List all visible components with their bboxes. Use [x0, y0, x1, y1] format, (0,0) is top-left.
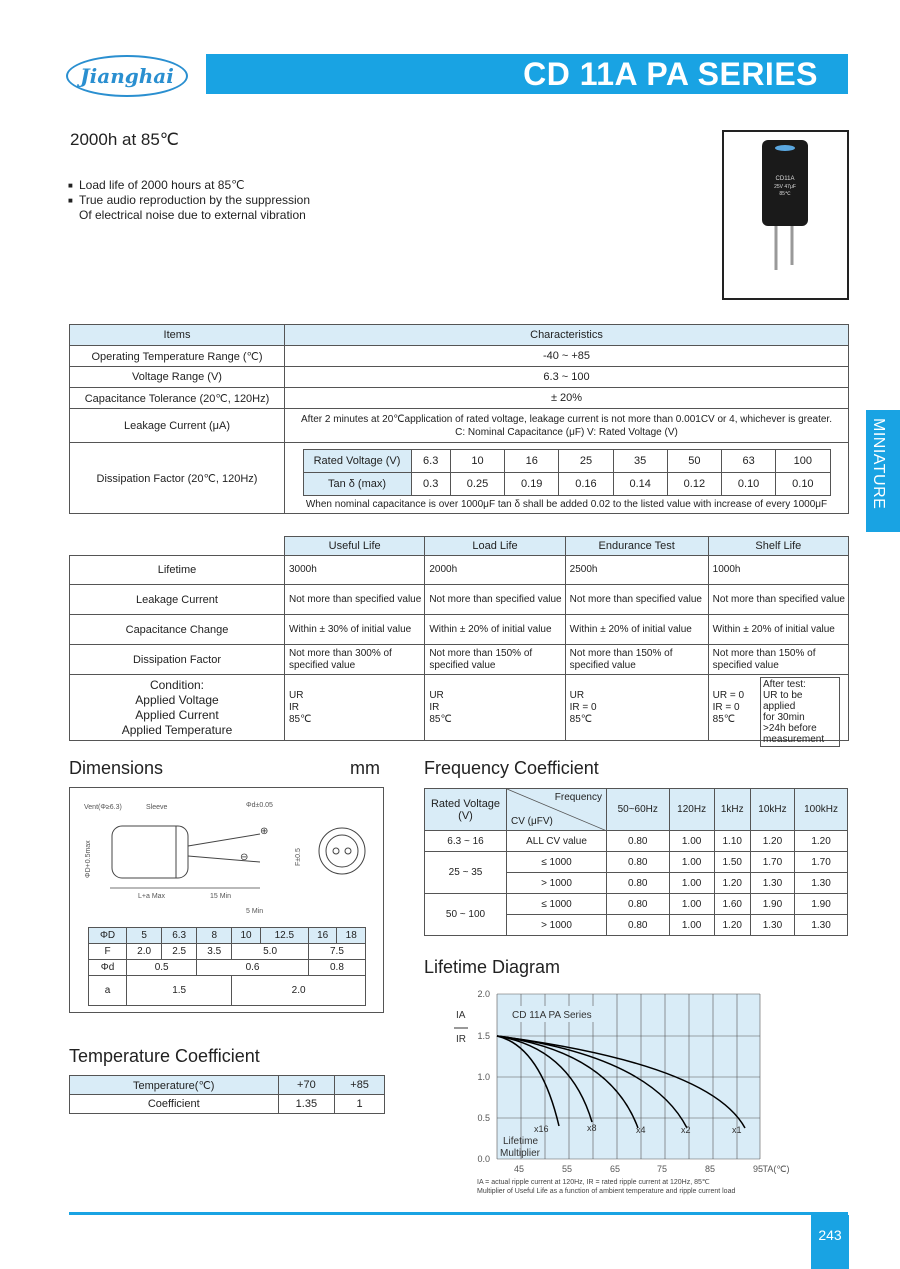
temp-coef-title: Temperature Coefficient [69, 1046, 260, 1066]
lifetime-diagram-title: Lifetime Diagram [424, 957, 561, 977]
page-number: 243 [811, 1215, 849, 1269]
dimension-table: ΦD 5 6.3 8 10 12.5 16 18 F 2.0 2.5 3.5 5.0 7.5 Φd 0.5 0.6 0.8 a 1.5 2.0 [88, 927, 366, 1006]
feature-item: ■ Load life of 2000 hours at 85℃ [68, 178, 245, 192]
dimensions-unit: mm [350, 758, 380, 778]
svg-text:F±0.5: F±0.5 [295, 848, 302, 866]
diagram-note: IA = actual ripple current at 120Hz, IR = rated ripple current at 120Hz, 85℃ Multiplier of Useful Life as a function of ambient temperature and ripple current load [477, 1179, 736, 1195]
ir-label: IR [456, 1034, 466, 1045]
feature-list [68, 178, 310, 223]
lifetime-diagram [450, 986, 790, 1186]
svg-text:x2: x2 [681, 1125, 691, 1135]
svg-text:55: 55 [561, 1164, 573, 1174]
bullet-icon: ■ [68, 181, 73, 190]
table-row: 50 ~ 100 ≤ 1000 0.80 1.00 1.60 1.90 1.90 [425, 894, 848, 915]
table-row: Dissipation Factor Not more than 300% of specified value Not more than 150% of specified value Not more than 150% of specified value Not more than 150% of specified value [70, 645, 849, 675]
table-row: Dissipation Factor (20℃, 120Hz) Rated Voltage (V) 6.3 10 16 25 35 50 63 100 Tan δ (max) 0.3 0.25 0.19 0.16 0.14 0.12 0.10 0.10 When nominal capacitance is over 1000μF tan δ shall be added 0.02 to the listed value with increase of every 1000μF [70, 443, 849, 514]
freq-coef-title: Frequency Coefficient [424, 758, 599, 778]
svg-text:Multiplier: Multiplier [500, 1148, 541, 1159]
svg-text:1.0: 1.0 [477, 1072, 490, 1082]
svg-text:0.0: 0.0 [477, 1154, 490, 1164]
table-row: Condition: Applied Voltage Applied Current Applied Temperature UR IR 85℃ UR IR 85℃ UR IR = 0 85℃ UR = 0 IR = 0 85℃ After test: UR to be applied for 30min >24h before measurement [70, 675, 849, 741]
subtitle: 2000h at 85℃ [70, 130, 179, 149]
svg-text:x1: x1 [732, 1125, 742, 1135]
x-ticks [514, 1164, 763, 1174]
spec-table: Items Characteristics Operating Temperature Range (℃) -40 ~ +85 Voltage Range (V) 6.3 ~ 100 Capacitance Tolerance (20℃, 120Hz) ± 20% Leakage Current (μA) After 2 minutes at 20℃application of rated voltage, leakage current is not more than 0.001CV or 4, whichever is greater. C: Nominal Capacitance (μF) V: Rated Voltage (V) Dissipation Factor (20℃, 120Hz) Rated Voltage (V) 6.3 10 16 25 35 50 63 100 Tan δ (max) 0.3 0.25 0.19 0.16 0.14 0.12 0.10 0.10 When nominal capacitance is over 1000μF tan δ shall be added 0.02 to the listed value with increase of every 1000μF [69, 324, 849, 514]
side-tab-label: MINIATURE [870, 418, 887, 510]
page-title: CD 11A PA SERIES [523, 56, 818, 92]
svg-text:85: 85 [704, 1164, 716, 1174]
svg-text:75: 75 [656, 1164, 668, 1174]
svg-text:x4: x4 [636, 1125, 646, 1135]
table-row: Lifetime 3000h 2000h 2500h 1000h [70, 556, 849, 585]
temp-coef-table: Temperature(℃) +70 +85 Coefficient 1.35 1 [69, 1075, 385, 1114]
svg-text:0.5: 0.5 [477, 1113, 490, 1123]
y-ticks [477, 989, 490, 1164]
svg-text:Lifetime: Lifetime [503, 1136, 539, 1147]
svg-text:45: 45 [513, 1164, 525, 1174]
table-row: > 1000 0.80 1.00 1.20 1.30 1.30 [425, 873, 848, 894]
table-row: Leakage Current (μA) After 2 minutes at 20℃application of rated voltage, leakage current is not more than 0.001CV or 4, whichever is greater. C: Nominal Capacitance (μF) V: Rated Voltage (V) [70, 409, 849, 443]
table-row: Capacitance Change Within ± 30% of initial value Within ± 20% of initial value Within ± 20% of initial value Within ± 20% of initial value [70, 615, 849, 645]
side-tab [866, 410, 900, 532]
photo-label-2: 25V 47μF [774, 184, 796, 190]
life-table: Useful Life Load Life Endurance Test Shelf Life Lifetime 3000h 2000h 2500h 1000h Leakage Current Not more than specified value Not more than specified value Not more than specified value Not more than specified value Capacitance Change Within ± 30% of initial value Within ± 20% of initial value Within ± 20% of initial value Within ± 20% of initial value Dissipation Factor Not more than 300% of specified value Not more than 150% of specified value Not more than 150% of specified value Not more than 150% of specified value Condition: Applied Voltage Applied Current Applied Temperature UR IR 85℃ UR IR 85℃ UR IR = 0 85℃ UR = 0 IR = 0 85℃ After test: UR to be applied for 30min >24h before measurement [69, 536, 849, 741]
svg-text:⊕: ⊕ [260, 826, 269, 837]
dimensions-title: Dimensions [69, 758, 164, 778]
svg-text:Φd±0.05: Φd±0.05 [246, 802, 273, 809]
logo-text: Jianghai [80, 64, 174, 88]
df-table: Rated Voltage (V) 6.3 10 16 25 35 50 63 100 Tan δ (max) 0.3 0.25 0.19 0.16 0.14 0.12 0.10 0.10 [303, 449, 831, 496]
svg-text:Vent(Φ≥6.3): Vent(Φ≥6.3) [84, 804, 122, 811]
feature-item: ■ True audio reproduction by the suppression [68, 193, 311, 207]
table-row: Operating Temperature Range (℃) -40 ~ +85 [70, 346, 849, 367]
table-row: Leakage Current Not more than specified value Not more than specified value Not more than specified value Not more than specified value [70, 585, 849, 615]
svg-text:x16: x16 [534, 1124, 549, 1134]
table-row: 6.3 ~ 16 ALL CV value 0.80 1.00 1.10 1.20 1.20 [425, 831, 848, 852]
product-photo [722, 130, 849, 300]
after-test-note: After test: UR to be applied for 30min >24h before measurement [760, 677, 840, 747]
table-row: Capacitance Tolerance (20℃, 120Hz) ± 20% [70, 388, 849, 409]
freq-coef-table: Rated Voltage (V) Frequency CV (μFV) 50~60Hz 120Hz 1kHz 10kHz 100kHz 6.3 ~ 16 ALL CV value 0.80 1.00 1.10 1.20 1.20 25 ~ 35 ≤ 1000 0.80 1.00 1.50 1.70 1.70 > 1000 0.80 1.00 1.20 1.30 1.30 50 ~ 100 ≤ 1000 0.80 1.00 1.60 1.90 1.90 > 1000 0.80 1.00 1.20 1.30 1.30 [424, 788, 848, 936]
table-row: Voltage Range (V) 6.3 ~ 100 [70, 367, 849, 388]
dimension-drawing [70, 788, 383, 923]
title-bar [206, 54, 848, 94]
svg-text:L+a Max: L+a Max [138, 893, 166, 900]
table-row: 25 ~ 35 ≤ 1000 0.80 1.00 1.50 1.70 1.70 [425, 852, 848, 873]
svg-text:15 Min: 15 Min [210, 893, 232, 900]
svg-text:x8: x8 [587, 1123, 597, 1133]
photo-label-1: CD11A [775, 176, 795, 182]
table-row: > 1000 0.80 1.00 1.20 1.30 1.30 [425, 915, 848, 936]
svg-text:⊖: ⊖ [240, 852, 249, 863]
brand-logo [66, 55, 188, 97]
svg-text:Sleeve: Sleeve [146, 804, 168, 811]
svg-text:ΦD+0.5max: ΦD+0.5max [85, 840, 92, 878]
ia-label: IA [456, 1010, 466, 1021]
feature-item: Of electrical noise due to external vibration [79, 208, 306, 222]
svg-text:1.5: 1.5 [477, 1031, 490, 1041]
svg-text:5 Min: 5 Min [246, 908, 264, 915]
svg-text:65: 65 [609, 1164, 621, 1174]
series-label: CD 11A PA Series [512, 1010, 592, 1021]
svg-text:95: 95 [752, 1164, 764, 1174]
bullet-icon: ■ [68, 196, 73, 205]
svg-text:2.0: 2.0 [477, 989, 490, 999]
footer-line [69, 1212, 848, 1215]
photo-label-3: 85℃ [779, 191, 791, 197]
x-unit: TA(℃) [762, 1164, 790, 1174]
